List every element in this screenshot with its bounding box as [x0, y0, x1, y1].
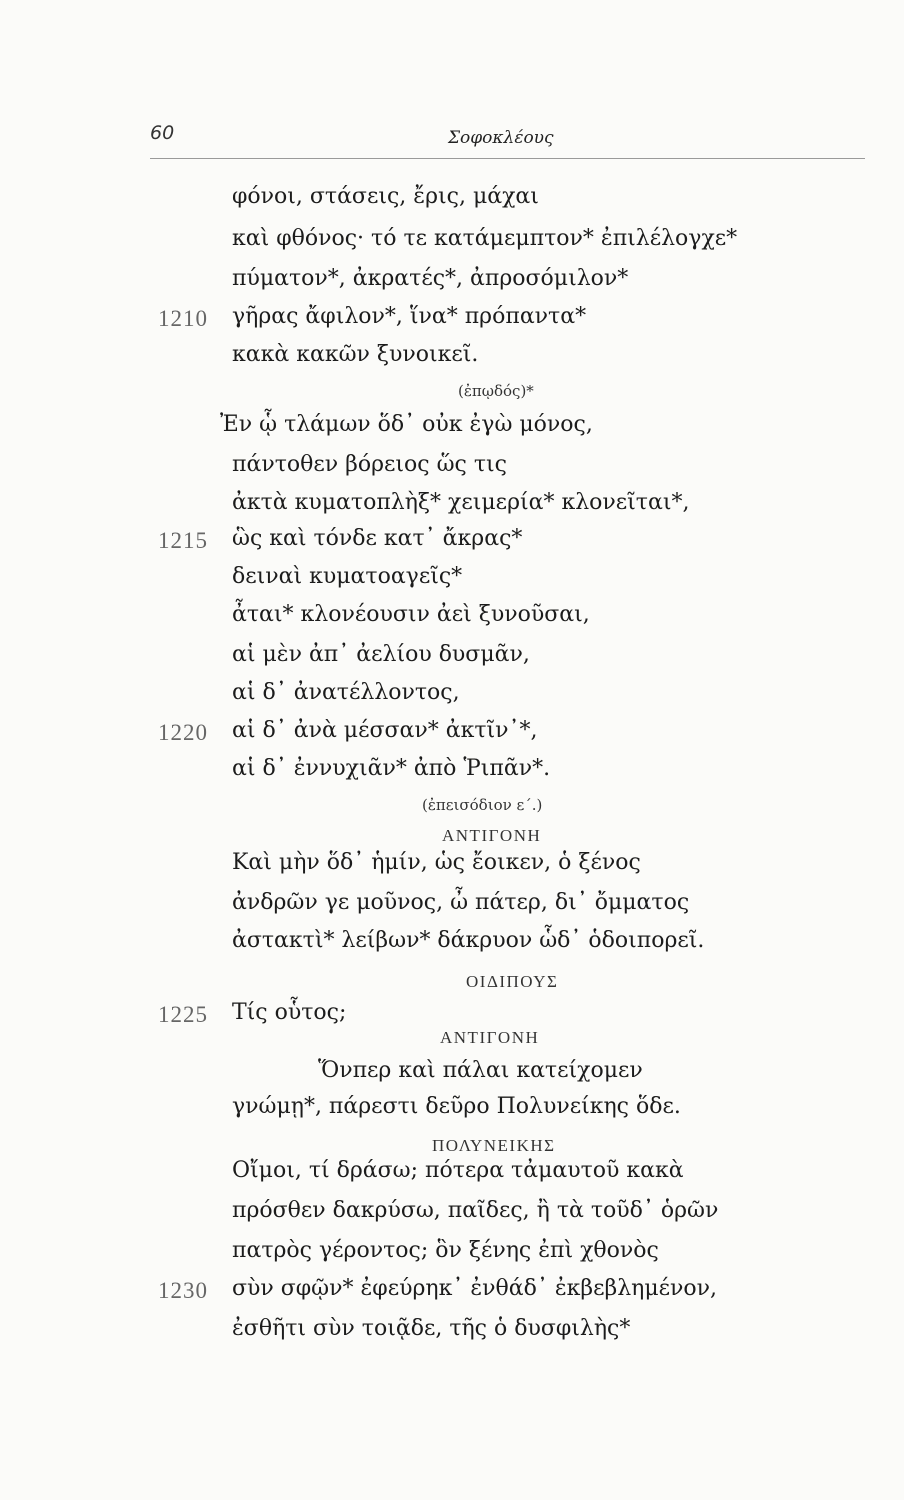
verse-row: [0, 1238, 904, 1278]
verse-line: γῆρας ἄφιλον*, ἵνα* πρόπαντα*: [232, 304, 587, 329]
verse-row: [0, 412, 904, 452]
verse-row: [0, 1316, 904, 1356]
verse-line: Οἴμοι, τί δράσω; πότερα τἀμαυτοῦ κακὰ: [232, 1158, 684, 1183]
verse-row: [0, 1276, 904, 1316]
verse-row: [0, 490, 904, 530]
verse-line: πύματον*, ἀκρατές*, ἀπροσόμιλον*: [232, 266, 629, 291]
verse-row: [0, 1158, 904, 1198]
verse-row: [0, 928, 904, 968]
page-header: [150, 122, 865, 159]
verse-line: πάντοθεν βόρειος ὥς τις: [232, 452, 507, 477]
verse-row: [0, 680, 904, 720]
verse-line: αἱ δ᾽ ἀνὰ μέσσαν* ἀκτῖν᾽*,: [232, 718, 538, 743]
verse-row: [0, 184, 904, 224]
verse-row: [0, 304, 904, 344]
verse-row: [0, 1094, 904, 1134]
verse-row: [0, 890, 904, 930]
verse-line: ἐσθῆτι σὺν τοιᾷδε, τῆς ὁ δυσφιλὴς*: [232, 1316, 631, 1341]
verse-line: ἆται* κλονέουσιν ἀεὶ ξυνοῦσαι,: [232, 602, 590, 627]
stage-direction: (ἐπεισόδιον ε΄.): [422, 796, 543, 814]
line-number: 1215: [158, 528, 208, 553]
verse-line: πατρὸς γέροντος; ὃν ξένης ἐπὶ χθονὸς: [232, 1238, 659, 1263]
line-number: 1225: [158, 1002, 208, 1027]
verse-line: ὣς καὶ τόνδε κατ᾽ ἄκρας*: [232, 526, 523, 551]
verse-line: ἀστακτὶ* λείβων* δάκρυον ὧδ᾽ ὁδοιπορεῖ.: [232, 928, 705, 953]
verse-line: δειναὶ κυματοαγεῖς*: [232, 564, 463, 589]
speaker-name: ΑΝΤΙΓΟΝΗ: [440, 1028, 540, 1047]
verse-line: αἱ δ᾽ ἀνατέλλοντος,: [232, 680, 460, 705]
verse-line: ἀκτὰ κυματοπλὴξ* χειμερία* κλονεῖται*,: [232, 490, 690, 515]
verse-row: [0, 226, 904, 266]
verse-row: [0, 1058, 904, 1098]
verse-line: πρόσθεν δακρύσω, παῖδες, ἢ τὰ τοῦδ᾽ ὁρῶν: [232, 1198, 719, 1223]
verse-line: σὺν σφῷν* ἐφεύρηκ᾽ ἐνθάδ᾽ ἐκβεβλημένον,: [232, 1276, 718, 1301]
page-number: 60: [150, 122, 175, 144]
stage-direction: (ἐπῳδός)*: [458, 382, 534, 400]
verse-row: [0, 564, 904, 604]
verse-row: [0, 642, 904, 682]
verse-line: Ὅνπερ καὶ πάλαι κατείχομεν: [318, 1058, 643, 1083]
verse-row: [0, 266, 904, 306]
verse-line: Καὶ μὴν ὅδ᾽ ἡμίν, ὡς ἔοικεν, ὁ ξένος: [232, 850, 641, 875]
verse-line: Τίς οὗτος;: [232, 1000, 347, 1025]
verse-line: φόνοι, στάσεις, ἔρις, μάχαι: [232, 184, 539, 209]
verse-line: αἱ δ᾽ ἐννυχιᾶν* ἀπὸ Ῥιπᾶν*.: [232, 756, 551, 781]
verse-line: γνώμῃ*, πάρεστι δεῦρο Πολυνείκης ὅδε.: [232, 1094, 681, 1119]
verse-line: αἱ μὲν ἀπ᾽ ἀελίου δυσμᾶν,: [232, 642, 530, 667]
verse-row: [0, 1198, 904, 1238]
verse-line: Ἐν ᾧ τλάμων ὅδ᾽ οὐκ ἐγὼ μόνος,: [220, 412, 593, 437]
speaker-name: ΠΟΛΥΝΕΙΚΗΣ: [432, 1136, 556, 1155]
verse-line: καὶ φθόνος· τό τε κατάμεμπτον* ἐπιλέλογχε*: [232, 226, 738, 251]
speaker-name: ΑΝΤΙΓΟΝΗ: [442, 826, 542, 845]
speaker-name: ΟΙΔΙΠΟΥΣ: [466, 972, 559, 991]
verse-row: [0, 718, 904, 758]
running-title: Σοφοκλέους: [448, 128, 554, 148]
stage-direction-row: [0, 376, 904, 416]
line-number: 1230: [158, 1278, 208, 1303]
verse-line: κακὰ κακῶν ξυνοικεῖ.: [232, 342, 479, 367]
line-number: 1220: [158, 720, 208, 745]
line-number: 1210: [158, 306, 208, 331]
verse-row: [0, 602, 904, 642]
verse-row: [0, 452, 904, 492]
verse-row: [0, 850, 904, 890]
verse-row: [0, 526, 904, 566]
verse-line: ἀνδρῶν γε μοῦνος, ὦ πάτερ, δι᾽ ὄμματος: [232, 890, 690, 915]
speaker-row: [0, 1022, 904, 1062]
